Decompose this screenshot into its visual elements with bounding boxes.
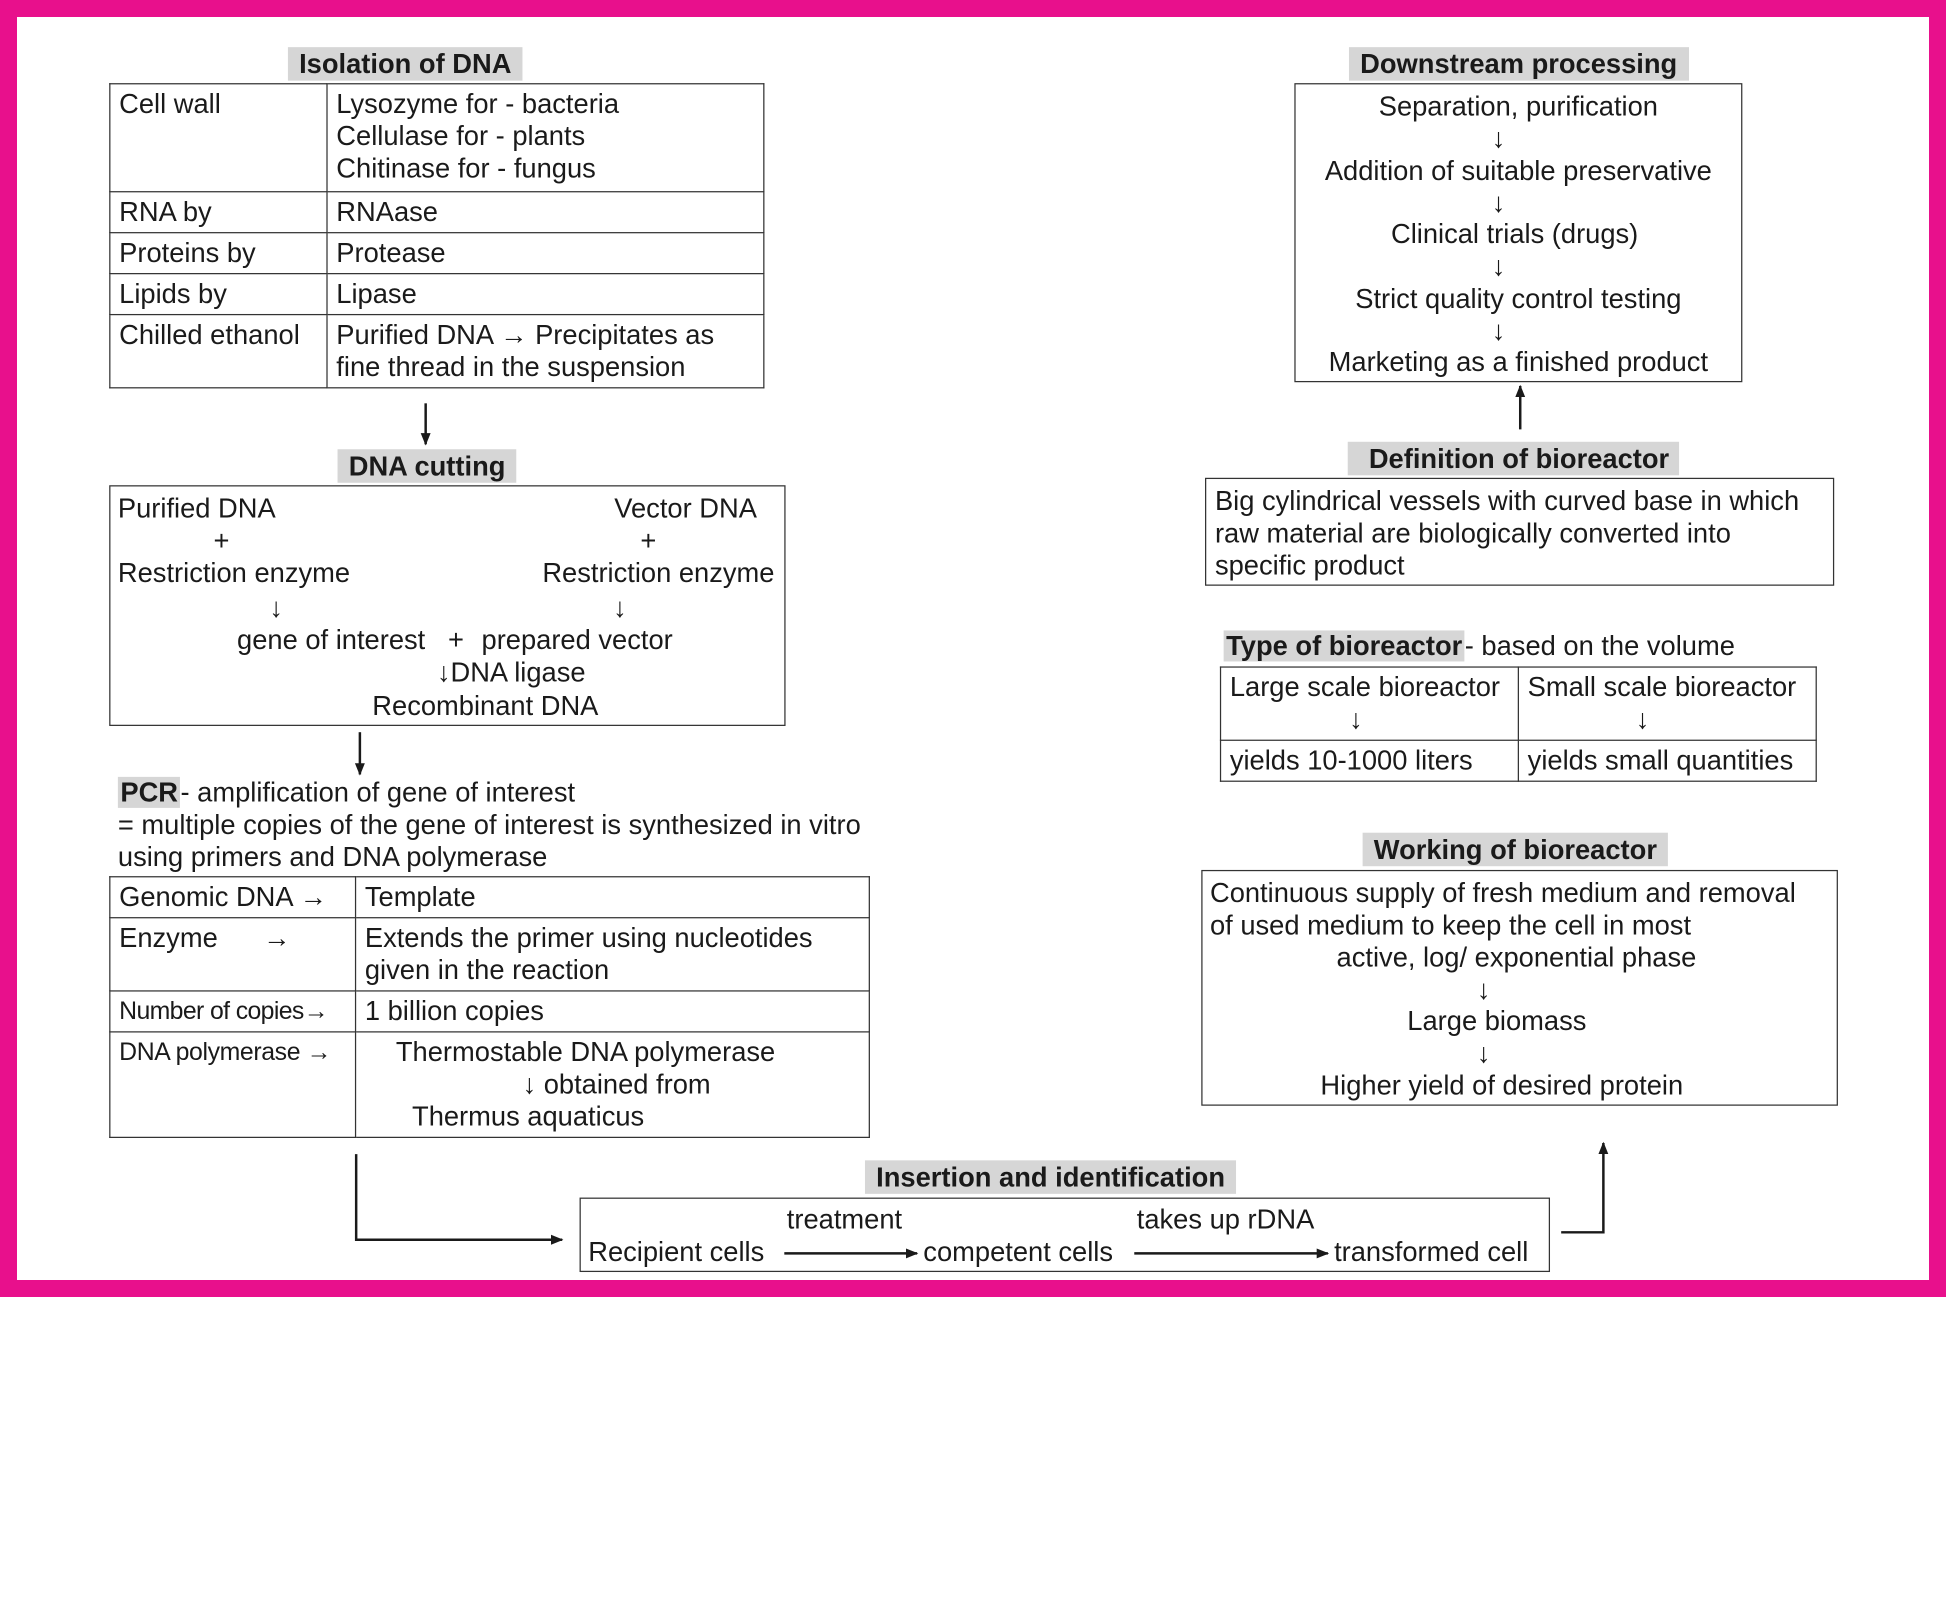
downstream-step: Marketing as a finished product	[1328, 346, 1709, 378]
small-scale-cell	[1518, 667, 1816, 740]
cutting-title: DNA cutting	[338, 449, 517, 483]
recombinant-dna: Recombinant DNA	[372, 689, 599, 722]
downstream-step: Strict quality control testing	[1355, 282, 1682, 314]
down-arrow: ↓	[1491, 187, 1506, 219]
plus-sign-right: +	[640, 524, 657, 556]
dna-ligase: ↓DNA ligase	[436, 656, 586, 688]
enzyme-line: Extends the primer using nucleotides	[364, 922, 813, 954]
enzyme-line: Lysozyme for - bacteria	[336, 88, 620, 120]
enzyme-line: given in the reaction	[364, 954, 610, 986]
enzyme-line: Chitinase for - fungus	[336, 152, 596, 184]
polymerase-line: ↓ obtained from	[522, 1068, 711, 1100]
large-scale-cell	[1221, 667, 1519, 740]
pcr-line-2: = multiple copies of the gene of interest is synthesized in vitro	[117, 809, 861, 841]
pcr-line-3: using primers and DNA polymerase	[117, 841, 548, 873]
definition-title: Definition of bioreactor	[1348, 442, 1679, 476]
pcr-definition: - amplification of gene of interest	[180, 776, 576, 808]
pcr-polymerase-label: DNA polymerase →	[110, 1032, 356, 1137]
down-arrow: ↓	[1476, 974, 1491, 1006]
ethanol-line: Purified DNA → Precipitates as	[336, 318, 715, 350]
gene-of-interest: gene of interest	[237, 624, 426, 656]
plus-sign-middle: +	[448, 624, 464, 656]
isolation-title: Isolation of DNA	[288, 47, 523, 81]
down-arrow: ↓	[1491, 250, 1506, 282]
pcr-genomic-label: Genomic DNA →	[110, 877, 356, 918]
isolation-ethanol-label: Chilled ethanol	[110, 315, 327, 388]
definition-line: Big cylindrical vessels with curved base in which	[1214, 485, 1800, 517]
table-row	[110, 233, 764, 274]
table-row	[110, 1032, 869, 1137]
arrow-insertion-to-working	[1561, 1143, 1603, 1232]
definition-line: specific product	[1214, 549, 1405, 581]
working-title: Working of bioreactor	[1363, 833, 1668, 867]
pcr-enzyme-label: Enzyme →	[110, 918, 356, 991]
down-arrow: ↓	[1491, 122, 1506, 154]
table-row	[1221, 667, 1817, 740]
vector-dna: Vector DNA	[614, 492, 757, 524]
table-row	[110, 991, 869, 1032]
table-row	[110, 274, 764, 315]
purified-dna: Purified DNA	[117, 492, 276, 524]
small-scale-yield: yields small quantities	[1518, 740, 1816, 781]
table-row	[110, 877, 869, 918]
definition-line: raw material are biologically converted into	[1214, 517, 1731, 549]
types-heading	[1224, 630, 1735, 662]
isolation-lipid-label: Lipids by	[110, 274, 327, 315]
types-label: Type of bioreactor	[1224, 630, 1465, 661]
recipient-cells: Recipient cells	[588, 1236, 765, 1268]
pcr-copies-value: 1 billion copies	[356, 991, 870, 1032]
isolation-ethanol-result	[327, 315, 764, 388]
isolation-rna-label: RNA by	[110, 192, 327, 233]
table-row	[110, 315, 764, 388]
working-line: Continuous supply of fresh medium and removal	[1209, 877, 1796, 909]
down-arrow-right: ↓	[613, 591, 627, 623]
large-biomass: Large biomass	[1407, 1005, 1587, 1037]
down-arrow-left: ↓	[269, 591, 283, 623]
pcr-copies-label: Number of copies→	[110, 991, 356, 1032]
down-arrow: ↓	[1635, 703, 1650, 735]
down-arrow: ↓	[1348, 703, 1363, 735]
table-row	[110, 84, 764, 192]
down-arrow: ↓	[1476, 1037, 1491, 1069]
pcr-table	[109, 876, 870, 1138]
isolation-protein-label: Proteins by	[110, 233, 327, 274]
isolation-cell-wall-enzymes	[327, 84, 764, 192]
small-scale-label: Small scale bioreactor	[1527, 671, 1797, 703]
types-table	[1220, 666, 1817, 781]
downstream-step: Addition of suitable preservative	[1324, 155, 1712, 187]
ethanol-line: fine thread in the suspension	[336, 351, 686, 383]
restriction-enzyme-right: Restriction enzyme	[542, 557, 775, 589]
table-row	[110, 918, 869, 991]
downstream-title: Downstream processing	[1349, 47, 1688, 81]
takes-up-label: takes up rDNA	[1136, 1203, 1315, 1235]
isolation-cell-wall-label: Cell wall	[110, 84, 327, 192]
pcr-heading	[118, 777, 575, 809]
pcr-polymerase-value	[356, 1032, 870, 1137]
pcr-enzyme-value	[356, 918, 870, 991]
pcr-label: PCR	[118, 777, 181, 808]
competent-cells: competent cells	[923, 1236, 1114, 1268]
transformed-cell: transformed cell	[1334, 1236, 1529, 1268]
higher-yield: Higher yield of desired protein	[1320, 1069, 1684, 1101]
plus-sign-left: +	[213, 524, 230, 556]
isolation-protein-enzyme: Protease	[327, 233, 764, 274]
pcr-genomic-value: Template	[356, 877, 870, 918]
large-scale-yield: yields 10-1000 liters	[1221, 740, 1519, 781]
isolation-lipid-enzyme: Lipase	[327, 274, 764, 315]
table-row	[1221, 740, 1817, 781]
isolation-rna-enzyme: RNAase	[327, 192, 764, 233]
treatment-label: treatment	[786, 1203, 903, 1235]
restriction-enzyme-left: Restriction enzyme	[117, 557, 351, 589]
table-row	[110, 192, 764, 233]
large-scale-label: Large scale bioreactor	[1229, 671, 1500, 703]
working-line: active, log/ exponential phase	[1336, 941, 1697, 973]
prepared-vector: prepared vector	[481, 624, 673, 656]
polymerase-line: Thermus aquaticus	[412, 1100, 645, 1132]
downstream-step: Clinical trials (drugs)	[1390, 218, 1639, 250]
insertion-title: Insertion and identification	[865, 1160, 1236, 1194]
arrow-pcr-to-insertion	[356, 1154, 562, 1240]
down-arrow: ↓	[1491, 315, 1506, 347]
isolation-table	[109, 83, 764, 388]
polymerase-line: Thermostable DNA polymerase	[395, 1036, 776, 1068]
types-suffix: - based on the volume	[1464, 630, 1735, 662]
working-line: of used medium to keep the cell in most	[1209, 909, 1692, 941]
downstream-step: Separation, purification	[1378, 90, 1658, 122]
enzyme-line: Cellulase for - plants	[336, 120, 586, 152]
